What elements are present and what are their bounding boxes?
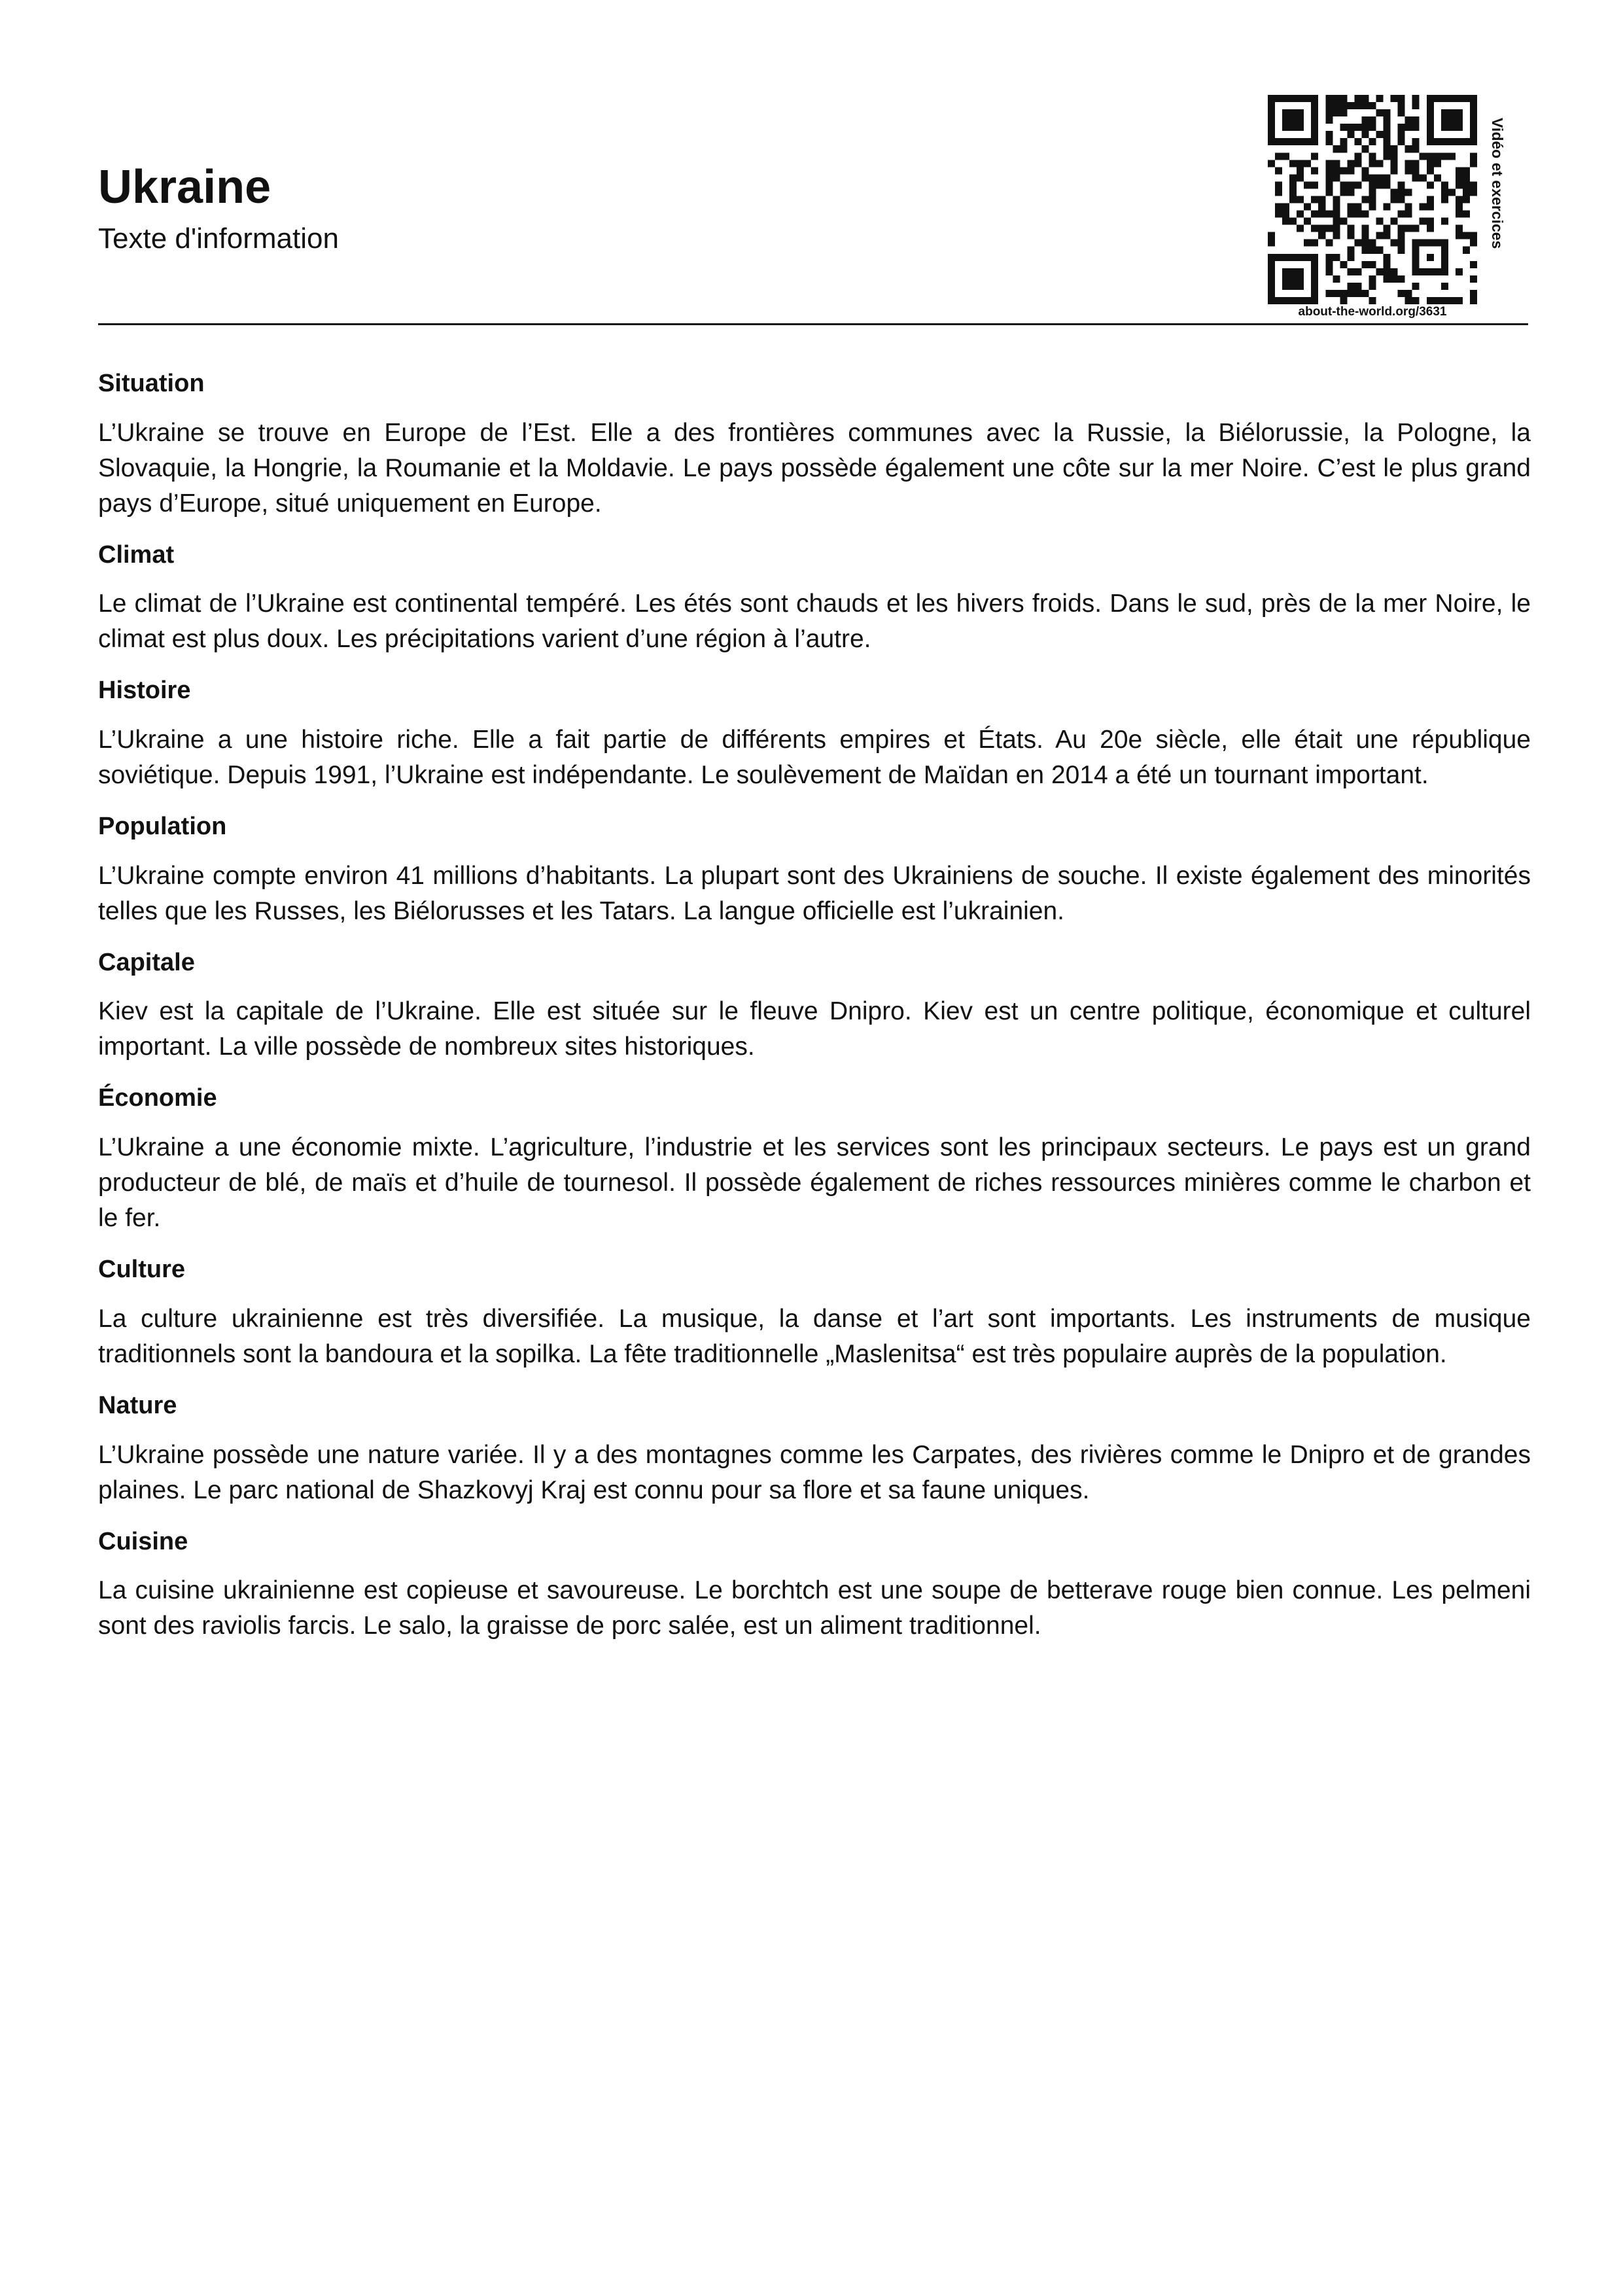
qr-code-block[interactable] [1268,95,1487,321]
section-heading: Capitale [98,948,195,976]
section-heading: Cuisine [98,1527,188,1555]
section-text: L’Ukraine a une économie mixte. L’agriculture, l’industrie et les services sont les principaux secteurs. Le pays est un grand producteur de blé, de maïs et d’huile de tournesol. Il possède également de riches ressources minières comme le charbon et le fer. [98,1133,1531,1233]
section-heading: Histoire [98,677,191,705]
section-text: Kiev est la capitale de l’Ukraine. Elle est située sur le fleuve Dnipro. Kiev est un centre politique, économique et culturel important. La ville possède de nombreux sites historiques. [98,997,1531,1061]
section-text: La cuisine ukrainienne est copieuse et savoureuse. Le borchtch est une soupe de betterave rouge bien connue. Les pelmeni sont des raviolis farcis. Le salo, la graisse de porc salée, est un aliment traditionnel. [98,1576,1531,1640]
section-histoire [98,677,1531,793]
section-capitale [98,949,1531,1065]
section-text: L’Ukraine compte environ 41 millions d’habitants. La plupart sont des Ukrainiens de souche. Il existe également des minorités telles que les Russes, les Biélorusses et les Tatars. La langue officielle est l’ukrainien. [98,861,1531,925]
section-culture [98,1256,1531,1372]
section-text: Le climat de l’Ukraine est continental tempéré. Les étés sont chauds et les hivers froids. Dans le sud, près de la mer Noire, le climat est plus doux. Les précipitations varient d’une région à l’autre. [98,590,1531,654]
section-economie [98,1084,1531,1236]
section-situation [98,370,1531,521]
header-divider [98,323,1528,325]
section-heading: Climat [98,540,175,569]
section-heading: Situation [98,370,205,397]
section-text: L’Ukraine se trouve en Europe de l’Est. Elle a des frontières communes avec la Russie, la Biélorussie, la Pologne, la Slovaquie, la Hongrie, la Roumanie et la Moldavie. Le pays possède également une côte sur la mer Noire. C’est le plus grand pays d’Europe, situé uniquement en Europe. [98,418,1531,518]
video-exercises-label [1489,118,1524,308]
document-body [98,370,1531,1663]
section-cuisine [98,1528,1531,1644]
section-heading: Population [98,813,227,841]
section-text: L’Ukraine possède une nature variée. Il y a des montagnes comme les Carpates, des rivières comme le Dnipro et de grandes plaines. Le parc national de Shazkovyj Kraj est connu pour sa flore et sa faune uniques. [98,1440,1531,1504]
section-climat [98,541,1531,658]
video-exercises-text: Vidéo et exercices [1489,118,1506,249]
qr-code-icon[interactable] [1268,95,1477,304]
section-text: L’Ukraine a une histoire riche. Elle a fait partie de différents empires et États. Au 20e siècle, elle était une république soviétique. Depuis 1991, l’Ukraine est indépendante. Le soulèvement de Maïdan en 2014 a été un tournant important. [98,726,1531,790]
section-nature [98,1392,1531,1508]
section-heading: Nature [98,1391,177,1419]
page-title: Ukraine [98,161,271,213]
qr-url-label[interactable]: about-the-world.org/3631 [1298,305,1447,319]
page-subtitle: Texte d'information [98,222,339,255]
section-heading: Culture [98,1256,185,1284]
section-heading: Économie [98,1084,217,1112]
section-population [98,813,1531,929]
section-text: La culture ukrainienne est très diversifiée. La musique, la danse et l’art sont importants. Les instruments de musique traditionnels sont la bandoura et la sopilka. La fête traditionnelle „Maslenitsa“ est très populaire auprès de la population. [98,1304,1531,1368]
